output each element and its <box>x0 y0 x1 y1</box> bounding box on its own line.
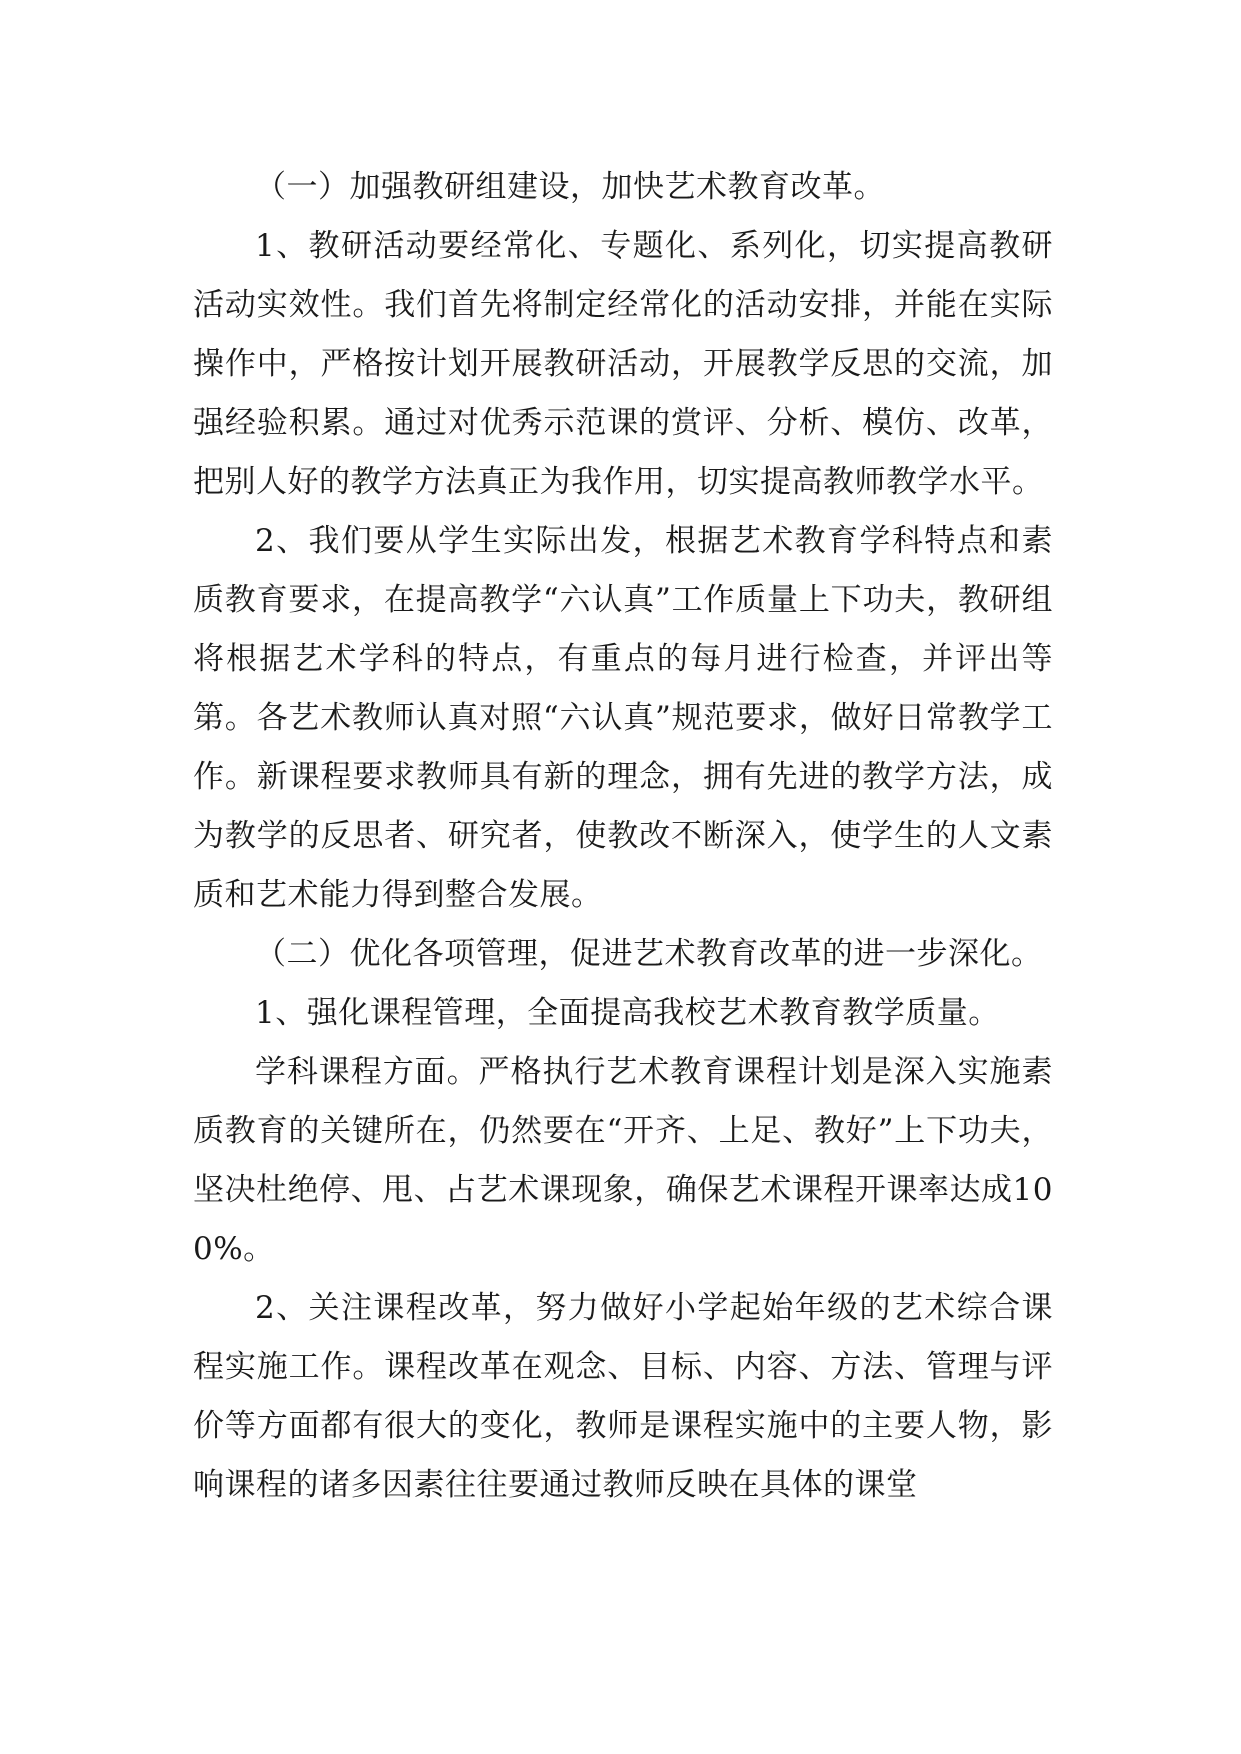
paragraph-2: 2、我们要从学生实际出发，根据艺术教育学科特点和素质教育要求，在提高教学“六认真”工作质量上下功夫，教研组将根据艺术学科的特点，有重点的每月进行检查，并评出等第。各艺术教师认真对照“六认真”规范要求，做好日常教学工作。新课程要求教师具有新的理念，拥有先进的教学方法，成为教学的反思者、研究者，使教改不断深入，使学生的人文素质和艺术能力得到整合发展。 <box>193 523 1053 913</box>
section-heading-2: （二）优化各项管理，促进艺术教育改革的进一步深化。 <box>255 936 1043 972</box>
paragraph-4: 2、关注课程改革，努力做好小学起始年级的艺术综合课程实施工作。课程改革在观念、目标、内容、方法、管理与评价等方面都有很大的变化，教师是课程实施中的主要人物，影响课程的诸多因素往往要通过教师反映在具体的课堂 <box>193 1290 1053 1503</box>
paragraph-1: 1、教研活动要经常化、专题化、系列化，切实提高教研活动实效性。我们首先将制定经常化的活动安排，并能在实际操作中，严格按计划开展教研活动，开展教学反思的交流，加强经验积累。通过对优秀示范课的赏评、分析、模仿、改革，把别人好的教学方法真正为我作用，切实提高教师教学水平。 <box>193 228 1053 500</box>
paragraph-3: 学科课程方面。严格执行艺术教育课程计划是深入实施素质教育的关键所在，仍然要在“开齐、上足、教好”上下功夫，坚决杜绝停、甩、占艺术课现象，确保艺术课程开课率达成100%。 <box>193 1054 1053 1267</box>
body-text <box>193 158 1053 1515</box>
section-heading-1: （一）加强教研组建设，加快艺术教育改革。 <box>255 169 885 205</box>
subheading-1: 1、强化课程管理，全面提高我校艺术教育教学质量。 <box>255 995 1000 1031</box>
